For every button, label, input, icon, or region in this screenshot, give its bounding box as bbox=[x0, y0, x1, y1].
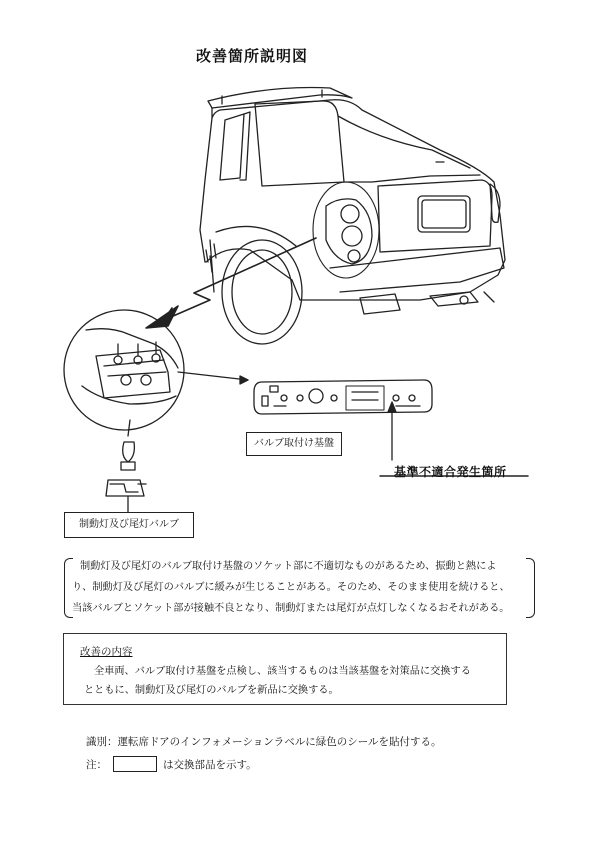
pointer-arrow bbox=[146, 238, 316, 328]
description-line: 制動灯及び尾灯のバルブ取付け基盤のソケット部に不適切なものがあるため、振動と熱によ bbox=[80, 561, 497, 572]
identification-text: 識別：運転席ドアのインフォメーションラベルに緑色のシールを貼付する。 bbox=[86, 736, 442, 748]
bulb-mounting-board bbox=[254, 380, 432, 414]
improvement-line: 全車両、バルブ取付け基盤を点検し、該当するものは当該基盤を対策品に交換する bbox=[94, 666, 471, 677]
replacement-part-swatch bbox=[113, 756, 157, 772]
bulb-label: 制動灯及び尾灯バルブ bbox=[64, 512, 194, 538]
tail-light-assembly bbox=[313, 182, 379, 278]
bulb-illustration bbox=[106, 420, 146, 496]
board-arrow bbox=[178, 372, 248, 384]
rear-wheel bbox=[206, 226, 302, 344]
improvement-heading: 改善の内容 bbox=[80, 646, 133, 658]
defect-description bbox=[62, 556, 532, 619]
detail-circle bbox=[64, 310, 184, 430]
page-title: 改善箇所説明図 bbox=[196, 47, 309, 65]
improvement-box bbox=[63, 633, 507, 705]
vehicle-body bbox=[200, 100, 505, 314]
note-suffix: は交換部品を示す。 bbox=[163, 758, 257, 771]
defect-label: 基準不適合発生箇所 bbox=[394, 465, 507, 479]
board-label: バルブ取付け基盤 bbox=[246, 432, 342, 456]
note-prefix: 注： bbox=[86, 758, 107, 771]
description-line: 当該バルブとソケット部が接触不良となり、制動灯または尾灯が点灯しなくなるおそれがある。 bbox=[72, 603, 510, 614]
note bbox=[86, 756, 257, 772]
improvement-line: とともに、制動灯及び尾灯のバルブを新品に交換する。 bbox=[84, 685, 339, 696]
description-line: り、制動灯及び尾灯のバルブに緩みが生じることがある。そのため、そのまま使用を続けると、 bbox=[72, 582, 510, 593]
improvement-body bbox=[80, 662, 500, 700]
